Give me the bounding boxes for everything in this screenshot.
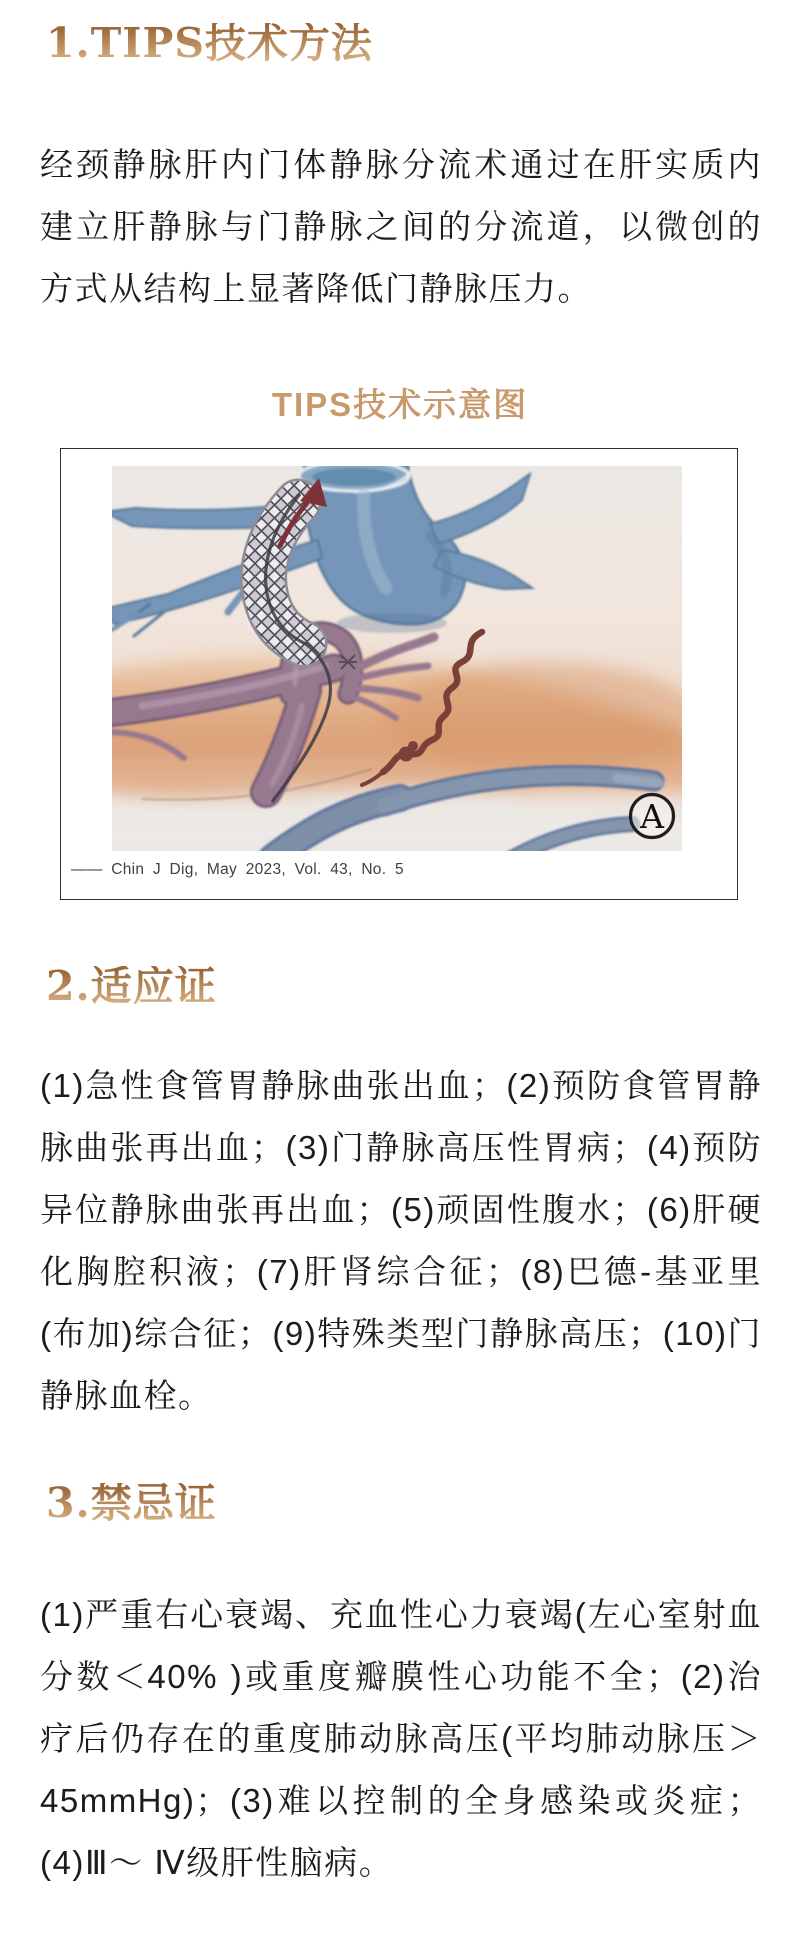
tips-illustration [112, 466, 682, 851]
figure-citation: —— Chin J Dig, May 2023, Vol. 43, No. 5 [71, 861, 404, 878]
figure-caption: TIPS技术示意图 [271, 386, 529, 423]
paragraph-indications: (1)急性食管胃静脉曲张出血；(2)预防食管胃静脉曲张再出血；(3)门静脉高压性胃病；(4)预防异位静脉曲张再出血；(5)顽固性腹水；(6)肝硬化胸腔积液；(7)肝肾综合征；(8)巴德-基亚里(布加)综合征；(9)特殊类型门静脉高压；(10)门静脉血栓。 [40, 1067, 762, 1414]
paragraph-contraindications: (1)严重右心衰竭、充血性心力衰竭(左心室射血分数＜40% )或重度瓣膜性心功能不全；(2)治疗后仍存在的重度肺动脉高压(平均肺动脉压＞45mmHg)；(3)难以控制的全身感染或炎症；(4)Ⅲ～ Ⅳ级肝性脑病。 [40, 1596, 762, 1881]
heading-tips-method: 1.TIPS技术方法 [46, 19, 373, 67]
heading-contraindications: 3.禁忌证 [46, 1479, 217, 1527]
heading-indications: 2.适应证 [46, 962, 217, 1010]
figure-frame [60, 448, 738, 900]
paragraph-tips-method: 经颈静脉肝内门体静脉分流术通过在肝实质内建立肝静脉与门静脉之间的分流道，以微创的方式从结构上显著降低门静脉压力。 [40, 146, 762, 307]
panel-label-a [631, 795, 674, 838]
svg-text:A: A [640, 797, 664, 836]
